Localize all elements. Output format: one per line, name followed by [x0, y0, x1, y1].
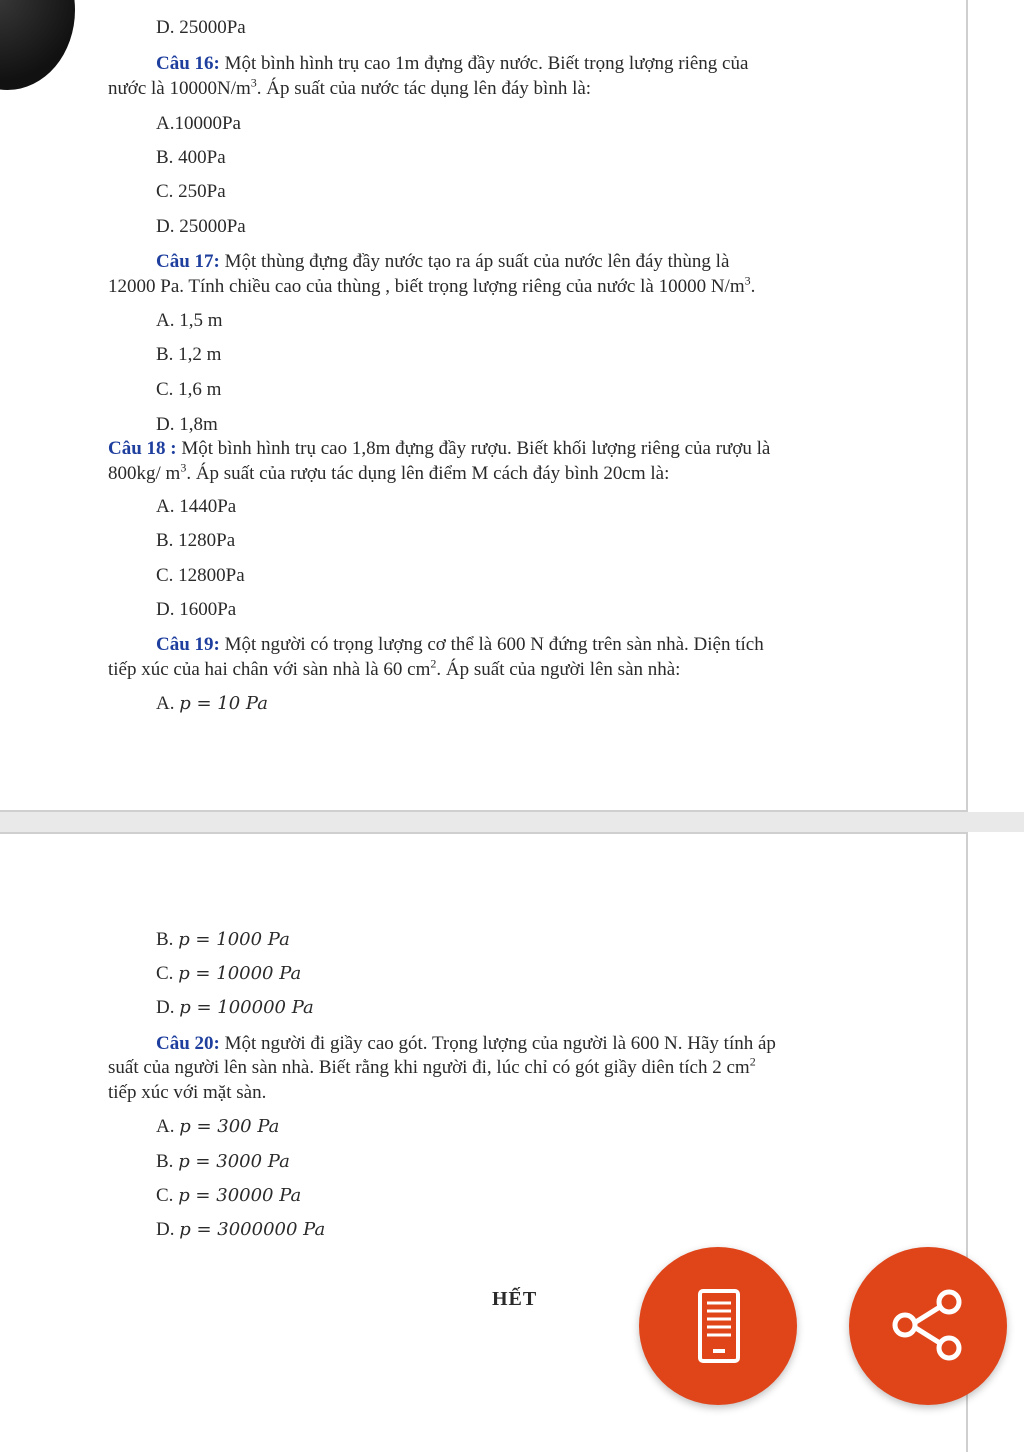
q19-option-d-formula: p = 100000 Pa — [179, 997, 314, 1018]
q20-option-c — [156, 1184, 301, 1208]
q16-text-3: . Áp suất của nước tác dụng lên đáy bình là: — [256, 78, 592, 99]
q20-sup: 2 — [749, 1054, 756, 1069]
q16-option-a: A.10000Pa — [156, 113, 241, 134]
q19-sup: 2 — [430, 656, 437, 671]
q20-line-1 — [156, 1032, 776, 1056]
q17-option-b: B. 1,2 m — [156, 344, 222, 365]
q17-option-c: C. 1,6 m — [156, 379, 222, 400]
q20-line-2 — [108, 1056, 756, 1080]
q20-option-d — [156, 1218, 325, 1242]
q17-line-1 — [156, 250, 729, 274]
q16-text-1: Một bình hình trụ cao 1m đựng đầy nước. Biết trọng lượng riêng của — [219, 53, 749, 74]
q19-option-c-letter: C. — [156, 963, 174, 984]
q18-text-3: . Áp suất của rượu tác dụng lên điểm M cách đáy bình 20cm là: — [186, 463, 670, 484]
q19-option-a-formula: p = 10 Pa — [179, 693, 268, 714]
document-list-icon — [639, 1247, 797, 1405]
share-icon — [849, 1247, 1007, 1405]
q18-option-b: B. 1280Pa — [156, 530, 236, 551]
q20-option-a — [156, 1115, 279, 1139]
q19-option-d-letter: D. — [156, 997, 175, 1018]
q20-option-b-formula: p = 3000 Pa — [178, 1151, 290, 1172]
q17-sup: 3 — [744, 273, 751, 288]
q19-option-a — [156, 692, 268, 716]
q20-text-2: suất của người lên sàn nhà. Biết rằng khi người đi, lúc chỉ có gót giầy diên tích 2 cm — [108, 1057, 750, 1078]
q19-line-1 — [156, 633, 764, 657]
q19-text-3: . Áp suất của người lên sàn nhà: — [436, 659, 681, 680]
q18-line-1 — [108, 437, 770, 461]
q20-text-1: Một người đi giầy cao gót. Trọng lượng của người là 600 N. Hãy tính áp — [219, 1033, 776, 1054]
q18-sup: 3 — [180, 460, 187, 475]
q20-option-c-letter: C. — [156, 1185, 174, 1206]
document-menu-button[interactable] — [639, 1247, 797, 1405]
q20-option-d-letter: D. — [156, 1219, 175, 1240]
q20-label: Câu 20: — [156, 1033, 220, 1054]
q19-option-c — [156, 962, 301, 986]
q17-option-a: A. 1,5 m — [156, 310, 223, 331]
q16-label: Câu 16: — [156, 53, 220, 74]
q19-label: Câu 19: — [156, 634, 220, 655]
q17-label: Câu 17: — [156, 251, 220, 272]
q16-text-2: nước là 10000N/m — [108, 78, 251, 99]
q19-option-a-letter: A. — [156, 693, 175, 714]
q17-text-2: 12000 Pa. Tính chiều cao của thùng , biết trọng lượng riêng của nước là 10000 N/m — [108, 276, 745, 297]
share-button[interactable] — [849, 1247, 1007, 1405]
q19-option-d — [156, 996, 314, 1020]
q18-text-2: 800kg/ m — [108, 463, 181, 484]
q20-option-d-formula: p = 3000000 Pa — [179, 1219, 326, 1240]
q19-option-b — [156, 928, 290, 952]
q19-option-b-formula: p = 1000 Pa — [178, 929, 290, 950]
q17-line-2 — [108, 275, 755, 299]
q18-option-c: C. 12800Pa — [156, 565, 245, 586]
q20-line-3: tiếp xúc với mặt sàn. — [108, 1082, 267, 1103]
q17-option-d: D. 1,8m — [156, 414, 218, 435]
q18-option-d: D. 1600Pa — [156, 599, 237, 620]
q19-line-2 — [108, 658, 680, 682]
q20-option-a-letter: A. — [156, 1116, 175, 1137]
q18-option-a: A. 1440Pa — [156, 496, 237, 517]
q20-option-a-formula: p = 300 Pa — [179, 1116, 280, 1137]
q16-line-1 — [156, 52, 748, 76]
page-separator — [0, 812, 1024, 832]
q19-text-1: Một người có trọng lượng cơ thể là 600 N đứng trên sàn nhà. Diện tích — [219, 634, 764, 655]
q18-line-2 — [108, 462, 669, 486]
q19-option-b-letter: B. — [156, 929, 174, 950]
q16-sup: 3 — [250, 75, 257, 90]
document-page-2 — [0, 832, 968, 1452]
q19-option-c-formula: p = 10000 Pa — [178, 963, 302, 984]
q19-text-2: tiếp xúc của hai chân với sàn nhà là 60 cm — [108, 659, 431, 680]
q18-label: Câu 18 : — [108, 438, 177, 459]
q20-option-b-letter: B. — [156, 1151, 174, 1172]
q16-option-d: D. 25000Pa — [156, 216, 246, 237]
q18-text-1: Một bình hình trụ cao 1,8m đựng đầy rượu. Biết khối lượng riêng của rượu là — [176, 438, 771, 459]
q20-option-b — [156, 1150, 290, 1174]
q17-text-1: Một thùng đựng đầy nước tạo ra áp suất của nước lên đáy thùng là — [219, 251, 730, 272]
q16-option-c: C. 250Pa — [156, 181, 226, 202]
q15-option-d: D. 25000Pa — [156, 17, 246, 38]
end-marker: HẾT — [492, 1288, 538, 1310]
q20-option-c-formula: p = 30000 Pa — [178, 1185, 302, 1206]
q16-option-b: B. 400Pa — [156, 147, 226, 168]
q17-text-3: . — [750, 276, 756, 297]
q16-line-2 — [108, 77, 591, 101]
